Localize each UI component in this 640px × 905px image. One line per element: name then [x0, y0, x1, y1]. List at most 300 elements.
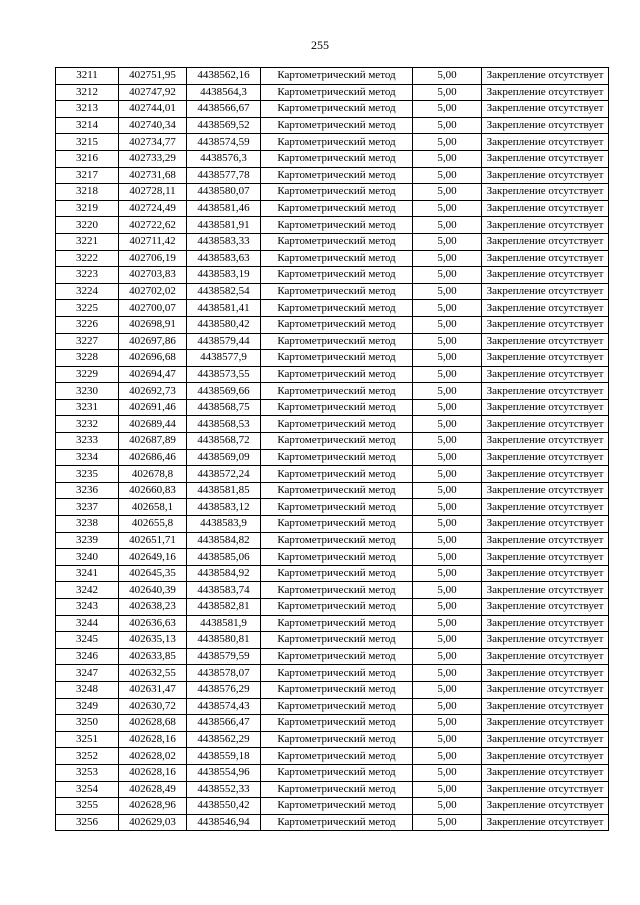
- fixation-cell: Закрепление отсутствует: [482, 764, 609, 781]
- point-number-cell: 3224: [56, 283, 119, 300]
- error-cell: 5,00: [413, 715, 482, 732]
- fixation-cell: Закрепление отсутствует: [482, 648, 609, 665]
- error-cell: 5,00: [413, 250, 482, 267]
- fixation-cell: Закрепление отсутствует: [482, 300, 609, 317]
- x-coordinate-cell: 402689,44: [119, 416, 187, 433]
- y-coordinate-cell: 4438576,3: [187, 150, 261, 167]
- fixation-cell: Закрепление отсутствует: [482, 267, 609, 284]
- error-cell: 5,00: [413, 316, 482, 333]
- y-coordinate-cell: 4438569,66: [187, 383, 261, 400]
- table-row: [56, 748, 609, 765]
- fixation-cell: Закрепление отсутствует: [482, 383, 609, 400]
- x-coordinate-cell: 402633,85: [119, 648, 187, 665]
- table-row: [56, 715, 609, 732]
- table-row: [56, 134, 609, 151]
- fixation-cell: Закрепление отсутствует: [482, 731, 609, 748]
- table-row: [56, 366, 609, 383]
- table-row: [56, 648, 609, 665]
- error-cell: 5,00: [413, 615, 482, 632]
- error-cell: 5,00: [413, 267, 482, 284]
- error-cell: 5,00: [413, 565, 482, 582]
- fixation-cell: Закрепление отсутствует: [482, 416, 609, 433]
- y-coordinate-cell: 4438554,96: [187, 764, 261, 781]
- table-row: [56, 665, 609, 682]
- method-cell: Картометрический метод: [261, 466, 413, 483]
- table-row: [56, 615, 609, 632]
- fixation-cell: Закрепление отсутствует: [482, 582, 609, 599]
- method-cell: Картометрический метод: [261, 532, 413, 549]
- fixation-cell: Закрепление отсутствует: [482, 599, 609, 616]
- fixation-cell: Закрепление отсутствует: [482, 549, 609, 566]
- point-number-cell: 3216: [56, 150, 119, 167]
- method-cell: Картометрический метод: [261, 167, 413, 184]
- table-row: [56, 217, 609, 234]
- x-coordinate-cell: 402649,16: [119, 549, 187, 566]
- error-cell: 5,00: [413, 582, 482, 599]
- fixation-cell: Закрепление отсутствует: [482, 532, 609, 549]
- table-row: [56, 383, 609, 400]
- method-cell: Картометрический метод: [261, 101, 413, 118]
- method-cell: Картометрический метод: [261, 565, 413, 582]
- table-row: [56, 68, 609, 85]
- method-cell: Картометрический метод: [261, 698, 413, 715]
- x-coordinate-cell: 402638,23: [119, 599, 187, 616]
- x-coordinate-cell: 402694,47: [119, 366, 187, 383]
- table-row: [56, 516, 609, 533]
- error-cell: 5,00: [413, 366, 482, 383]
- y-coordinate-cell: 4438579,59: [187, 648, 261, 665]
- method-cell: Картометрический метод: [261, 283, 413, 300]
- y-coordinate-cell: 4438564,3: [187, 84, 261, 101]
- x-coordinate-cell: 402628,16: [119, 731, 187, 748]
- method-cell: Картометрический метод: [261, 731, 413, 748]
- point-number-cell: 3212: [56, 84, 119, 101]
- method-cell: Картометрический метод: [261, 350, 413, 367]
- method-cell: Картометрический метод: [261, 549, 413, 566]
- y-coordinate-cell: 4438569,09: [187, 449, 261, 466]
- fixation-cell: Закрепление отсутствует: [482, 233, 609, 250]
- table-row: [56, 466, 609, 483]
- y-coordinate-cell: 4438583,12: [187, 499, 261, 516]
- point-number-cell: 3230: [56, 383, 119, 400]
- x-coordinate-cell: 402703,83: [119, 267, 187, 284]
- point-number-cell: 3243: [56, 599, 119, 616]
- error-cell: 5,00: [413, 433, 482, 450]
- point-number-cell: 3213: [56, 101, 119, 118]
- x-coordinate-cell: 402734,77: [119, 134, 187, 151]
- error-cell: 5,00: [413, 731, 482, 748]
- method-cell: Картометрический метод: [261, 615, 413, 632]
- method-cell: Картометрический метод: [261, 267, 413, 284]
- point-number-cell: 3235: [56, 466, 119, 483]
- method-cell: Картометрический метод: [261, 482, 413, 499]
- y-coordinate-cell: 4438583,74: [187, 582, 261, 599]
- error-cell: 5,00: [413, 549, 482, 566]
- x-coordinate-cell: 402636,63: [119, 615, 187, 632]
- error-cell: 5,00: [413, 333, 482, 350]
- error-cell: 5,00: [413, 466, 482, 483]
- point-number-cell: 3241: [56, 565, 119, 582]
- y-coordinate-cell: 4438577,9: [187, 350, 261, 367]
- x-coordinate-cell: 402747,92: [119, 84, 187, 101]
- x-coordinate-cell: 402697,86: [119, 333, 187, 350]
- error-cell: 5,00: [413, 150, 482, 167]
- fixation-cell: Закрепление отсутствует: [482, 150, 609, 167]
- y-coordinate-cell: 4438562,16: [187, 68, 261, 85]
- y-coordinate-cell: 4438568,72: [187, 433, 261, 450]
- method-cell: Картометрический метод: [261, 516, 413, 533]
- table-row: [56, 482, 609, 499]
- point-number-cell: 3220: [56, 217, 119, 234]
- method-cell: Картометрический метод: [261, 582, 413, 599]
- table-row: [56, 316, 609, 333]
- error-cell: 5,00: [413, 814, 482, 831]
- point-number-cell: 3244: [56, 615, 119, 632]
- point-number-cell: 3251: [56, 731, 119, 748]
- error-cell: 5,00: [413, 781, 482, 798]
- x-coordinate-cell: 402660,83: [119, 482, 187, 499]
- x-coordinate-cell: 402740,34: [119, 117, 187, 134]
- table-row: [56, 350, 609, 367]
- method-cell: Картометрический метод: [261, 798, 413, 815]
- y-coordinate-cell: 4438579,44: [187, 333, 261, 350]
- fixation-cell: Закрепление отсутствует: [482, 117, 609, 134]
- y-coordinate-cell: 4438581,9: [187, 615, 261, 632]
- fixation-cell: Закрепление отсутствует: [482, 781, 609, 798]
- table-row: [56, 814, 609, 831]
- table-row: [56, 681, 609, 698]
- method-cell: Картометрический метод: [261, 366, 413, 383]
- method-cell: Картометрический метод: [261, 416, 413, 433]
- point-number-cell: 3217: [56, 167, 119, 184]
- y-coordinate-cell: 4438583,9: [187, 516, 261, 533]
- fixation-cell: Закрепление отсутствует: [482, 250, 609, 267]
- method-cell: Картометрический метод: [261, 748, 413, 765]
- table-row: [56, 532, 609, 549]
- x-coordinate-cell: 402751,95: [119, 68, 187, 85]
- error-cell: 5,00: [413, 217, 482, 234]
- x-coordinate-cell: 402722,62: [119, 217, 187, 234]
- table-row: [56, 150, 609, 167]
- coordinates-table: [55, 67, 609, 831]
- x-coordinate-cell: 402645,35: [119, 565, 187, 582]
- point-number-cell: 3231: [56, 399, 119, 416]
- table-row: [56, 84, 609, 101]
- point-number-cell: 3240: [56, 549, 119, 566]
- fixation-cell: Закрепление отсутствует: [482, 516, 609, 533]
- table-row: [56, 449, 609, 466]
- method-cell: Картометрический метод: [261, 233, 413, 250]
- error-cell: 5,00: [413, 665, 482, 682]
- point-number-cell: 3245: [56, 632, 119, 649]
- x-coordinate-cell: 402628,96: [119, 798, 187, 815]
- error-cell: 5,00: [413, 200, 482, 217]
- x-coordinate-cell: 402678,8: [119, 466, 187, 483]
- y-coordinate-cell: 4438578,07: [187, 665, 261, 682]
- point-number-cell: 3221: [56, 233, 119, 250]
- method-cell: Картометрический метод: [261, 68, 413, 85]
- y-coordinate-cell: 4438584,82: [187, 532, 261, 549]
- point-number-cell: 3233: [56, 433, 119, 450]
- error-cell: 5,00: [413, 283, 482, 300]
- x-coordinate-cell: 402702,02: [119, 283, 187, 300]
- point-number-cell: 3218: [56, 184, 119, 201]
- method-cell: Картометрический метод: [261, 632, 413, 649]
- x-coordinate-cell: 402658,1: [119, 499, 187, 516]
- point-number-cell: 3256: [56, 814, 119, 831]
- table-row: [56, 300, 609, 317]
- error-cell: 5,00: [413, 482, 482, 499]
- error-cell: 5,00: [413, 350, 482, 367]
- method-cell: Картометрический метод: [261, 681, 413, 698]
- y-coordinate-cell: 4438581,85: [187, 482, 261, 499]
- x-coordinate-cell: 402628,49: [119, 781, 187, 798]
- point-number-cell: 3237: [56, 499, 119, 516]
- fixation-cell: Закрепление отсутствует: [482, 217, 609, 234]
- y-coordinate-cell: 4438576,29: [187, 681, 261, 698]
- method-cell: Картометрический метод: [261, 217, 413, 234]
- x-coordinate-cell: 402711,42: [119, 233, 187, 250]
- error-cell: 5,00: [413, 167, 482, 184]
- method-cell: Картометрический метод: [261, 316, 413, 333]
- y-coordinate-cell: 4438559,18: [187, 748, 261, 765]
- method-cell: Картометрический метод: [261, 715, 413, 732]
- error-cell: 5,00: [413, 681, 482, 698]
- fixation-cell: Закрепление отсутствует: [482, 748, 609, 765]
- method-cell: Картометрический метод: [261, 150, 413, 167]
- table-row: [56, 184, 609, 201]
- x-coordinate-cell: 402744,01: [119, 101, 187, 118]
- method-cell: Картометрический метод: [261, 665, 413, 682]
- fixation-cell: Закрепление отсутствует: [482, 333, 609, 350]
- y-coordinate-cell: 4438546,94: [187, 814, 261, 831]
- x-coordinate-cell: 402706,19: [119, 250, 187, 267]
- x-coordinate-cell: 402632,55: [119, 665, 187, 682]
- point-number-cell: 3236: [56, 482, 119, 499]
- error-cell: 5,00: [413, 599, 482, 616]
- fixation-cell: Закрепление отсутствует: [482, 814, 609, 831]
- fixation-cell: Закрепление отсутствует: [482, 798, 609, 815]
- table-row: [56, 333, 609, 350]
- point-number-cell: 3239: [56, 532, 119, 549]
- method-cell: Картометрический метод: [261, 333, 413, 350]
- y-coordinate-cell: 4438583,19: [187, 267, 261, 284]
- table-row: [56, 731, 609, 748]
- table-row: [56, 549, 609, 566]
- point-number-cell: 3222: [56, 250, 119, 267]
- fixation-cell: Закрепление отсутствует: [482, 715, 609, 732]
- error-cell: 5,00: [413, 798, 482, 815]
- x-coordinate-cell: 402629,03: [119, 814, 187, 831]
- x-coordinate-cell: 402696,68: [119, 350, 187, 367]
- method-cell: Картометрический метод: [261, 383, 413, 400]
- method-cell: Картометрический метод: [261, 433, 413, 450]
- table-row: [56, 250, 609, 267]
- fixation-cell: Закрепление отсутствует: [482, 184, 609, 201]
- x-coordinate-cell: 402640,39: [119, 582, 187, 599]
- error-cell: 5,00: [413, 84, 482, 101]
- x-coordinate-cell: 402635,13: [119, 632, 187, 649]
- y-coordinate-cell: 4438580,42: [187, 316, 261, 333]
- point-number-cell: 3219: [56, 200, 119, 217]
- page-number: 255: [311, 38, 329, 52]
- method-cell: Картометрический метод: [261, 648, 413, 665]
- point-number-cell: 3248: [56, 681, 119, 698]
- error-cell: 5,00: [413, 748, 482, 765]
- method-cell: Картометрический метод: [261, 134, 413, 151]
- point-number-cell: 3238: [56, 516, 119, 533]
- point-number-cell: 3242: [56, 582, 119, 599]
- fixation-cell: Закрепление отсутствует: [482, 433, 609, 450]
- method-cell: Картометрический метод: [261, 449, 413, 466]
- y-coordinate-cell: 4438585,06: [187, 549, 261, 566]
- error-cell: 5,00: [413, 101, 482, 118]
- error-cell: 5,00: [413, 383, 482, 400]
- fixation-cell: Закрепление отсутствует: [482, 350, 609, 367]
- x-coordinate-cell: 402630,72: [119, 698, 187, 715]
- error-cell: 5,00: [413, 399, 482, 416]
- method-cell: Картометрический метод: [261, 599, 413, 616]
- error-cell: 5,00: [413, 532, 482, 549]
- y-coordinate-cell: 4438573,55: [187, 366, 261, 383]
- x-coordinate-cell: 402628,16: [119, 764, 187, 781]
- y-coordinate-cell: 4438581,41: [187, 300, 261, 317]
- y-coordinate-cell: 4438580,07: [187, 184, 261, 201]
- point-number-cell: 3255: [56, 798, 119, 815]
- fixation-cell: Закрепление отсутствует: [482, 101, 609, 118]
- y-coordinate-cell: 4438569,52: [187, 117, 261, 134]
- error-cell: 5,00: [413, 117, 482, 134]
- point-number-cell: 3215: [56, 134, 119, 151]
- x-coordinate-cell: 402651,71: [119, 532, 187, 549]
- y-coordinate-cell: 4438577,78: [187, 167, 261, 184]
- method-cell: Картометрический метод: [261, 499, 413, 516]
- point-number-cell: 3229: [56, 366, 119, 383]
- method-cell: Картометрический метод: [261, 781, 413, 798]
- point-number-cell: 3253: [56, 764, 119, 781]
- fixation-cell: Закрепление отсутствует: [482, 399, 609, 416]
- point-number-cell: 3225: [56, 300, 119, 317]
- point-number-cell: 3211: [56, 68, 119, 85]
- point-number-cell: 3246: [56, 648, 119, 665]
- y-coordinate-cell: 4438572,24: [187, 466, 261, 483]
- x-coordinate-cell: 402631,47: [119, 681, 187, 698]
- error-cell: 5,00: [413, 698, 482, 715]
- method-cell: Картометрический метод: [261, 814, 413, 831]
- x-coordinate-cell: 402728,11: [119, 184, 187, 201]
- method-cell: Картометрический метод: [261, 117, 413, 134]
- table-row: [56, 798, 609, 815]
- x-coordinate-cell: 402655,8: [119, 516, 187, 533]
- fixation-cell: Закрепление отсутствует: [482, 134, 609, 151]
- error-cell: 5,00: [413, 648, 482, 665]
- fixation-cell: Закрепление отсутствует: [482, 698, 609, 715]
- table-row: [56, 200, 609, 217]
- x-coordinate-cell: 402628,68: [119, 715, 187, 732]
- point-number-cell: 3226: [56, 316, 119, 333]
- y-coordinate-cell: 4438568,75: [187, 399, 261, 416]
- point-number-cell: 3223: [56, 267, 119, 284]
- x-coordinate-cell: 402700,07: [119, 300, 187, 317]
- y-coordinate-cell: 4438574,43: [187, 698, 261, 715]
- error-cell: 5,00: [413, 416, 482, 433]
- y-coordinate-cell: 4438568,53: [187, 416, 261, 433]
- method-cell: Картометрический метод: [261, 399, 413, 416]
- point-number-cell: 3214: [56, 117, 119, 134]
- point-number-cell: 3252: [56, 748, 119, 765]
- fixation-cell: Закрепление отсутствует: [482, 84, 609, 101]
- table-row: [56, 101, 609, 118]
- x-coordinate-cell: 402686,46: [119, 449, 187, 466]
- table-row: [56, 764, 609, 781]
- table-row: [56, 283, 609, 300]
- fixation-cell: Закрепление отсутствует: [482, 681, 609, 698]
- fixation-cell: Закрепление отсутствует: [482, 615, 609, 632]
- point-number-cell: 3249: [56, 698, 119, 715]
- method-cell: Картометрический метод: [261, 184, 413, 201]
- point-number-cell: 3254: [56, 781, 119, 798]
- x-coordinate-cell: 402691,46: [119, 399, 187, 416]
- method-cell: Картометрический метод: [261, 200, 413, 217]
- table-row: [56, 565, 609, 582]
- point-number-cell: 3228: [56, 350, 119, 367]
- y-coordinate-cell: 4438582,81: [187, 599, 261, 616]
- fixation-cell: Закрепление отсутствует: [482, 200, 609, 217]
- x-coordinate-cell: 402687,89: [119, 433, 187, 450]
- table-row: [56, 399, 609, 416]
- fixation-cell: Закрепление отсутствует: [482, 366, 609, 383]
- table-row: [56, 233, 609, 250]
- y-coordinate-cell: 4438566,67: [187, 101, 261, 118]
- y-coordinate-cell: 4438566,47: [187, 715, 261, 732]
- error-cell: 5,00: [413, 300, 482, 317]
- fixation-cell: Закрепление отсутствует: [482, 466, 609, 483]
- point-number-cell: 3234: [56, 449, 119, 466]
- fixation-cell: Закрепление отсутствует: [482, 499, 609, 516]
- x-coordinate-cell: 402628,02: [119, 748, 187, 765]
- point-number-cell: 3227: [56, 333, 119, 350]
- table-row: [56, 433, 609, 450]
- fixation-cell: Закрепление отсутствует: [482, 283, 609, 300]
- fixation-cell: Закрепление отсутствует: [482, 68, 609, 85]
- error-cell: 5,00: [413, 764, 482, 781]
- method-cell: Картометрический метод: [261, 764, 413, 781]
- table-row: [56, 698, 609, 715]
- fixation-cell: Закрепление отсутствует: [482, 167, 609, 184]
- table-row: [56, 781, 609, 798]
- y-coordinate-cell: 4438584,92: [187, 565, 261, 582]
- table-row: [56, 117, 609, 134]
- fixation-cell: Закрепление отсутствует: [482, 316, 609, 333]
- table-row: [56, 582, 609, 599]
- error-cell: 5,00: [413, 499, 482, 516]
- table-row: [56, 416, 609, 433]
- fixation-cell: Закрепление отсутствует: [482, 482, 609, 499]
- method-cell: Картометрический метод: [261, 250, 413, 267]
- fixation-cell: Закрепление отсутствует: [482, 665, 609, 682]
- error-cell: 5,00: [413, 632, 482, 649]
- fixation-cell: Закрепление отсутствует: [482, 449, 609, 466]
- y-coordinate-cell: 4438562,29: [187, 731, 261, 748]
- y-coordinate-cell: 4438552,33: [187, 781, 261, 798]
- x-coordinate-cell: 402692,73: [119, 383, 187, 400]
- y-coordinate-cell: 4438580,81: [187, 632, 261, 649]
- y-coordinate-cell: 4438581,46: [187, 200, 261, 217]
- y-coordinate-cell: 4438550,42: [187, 798, 261, 815]
- error-cell: 5,00: [413, 68, 482, 85]
- x-coordinate-cell: 402698,91: [119, 316, 187, 333]
- point-number-cell: 3250: [56, 715, 119, 732]
